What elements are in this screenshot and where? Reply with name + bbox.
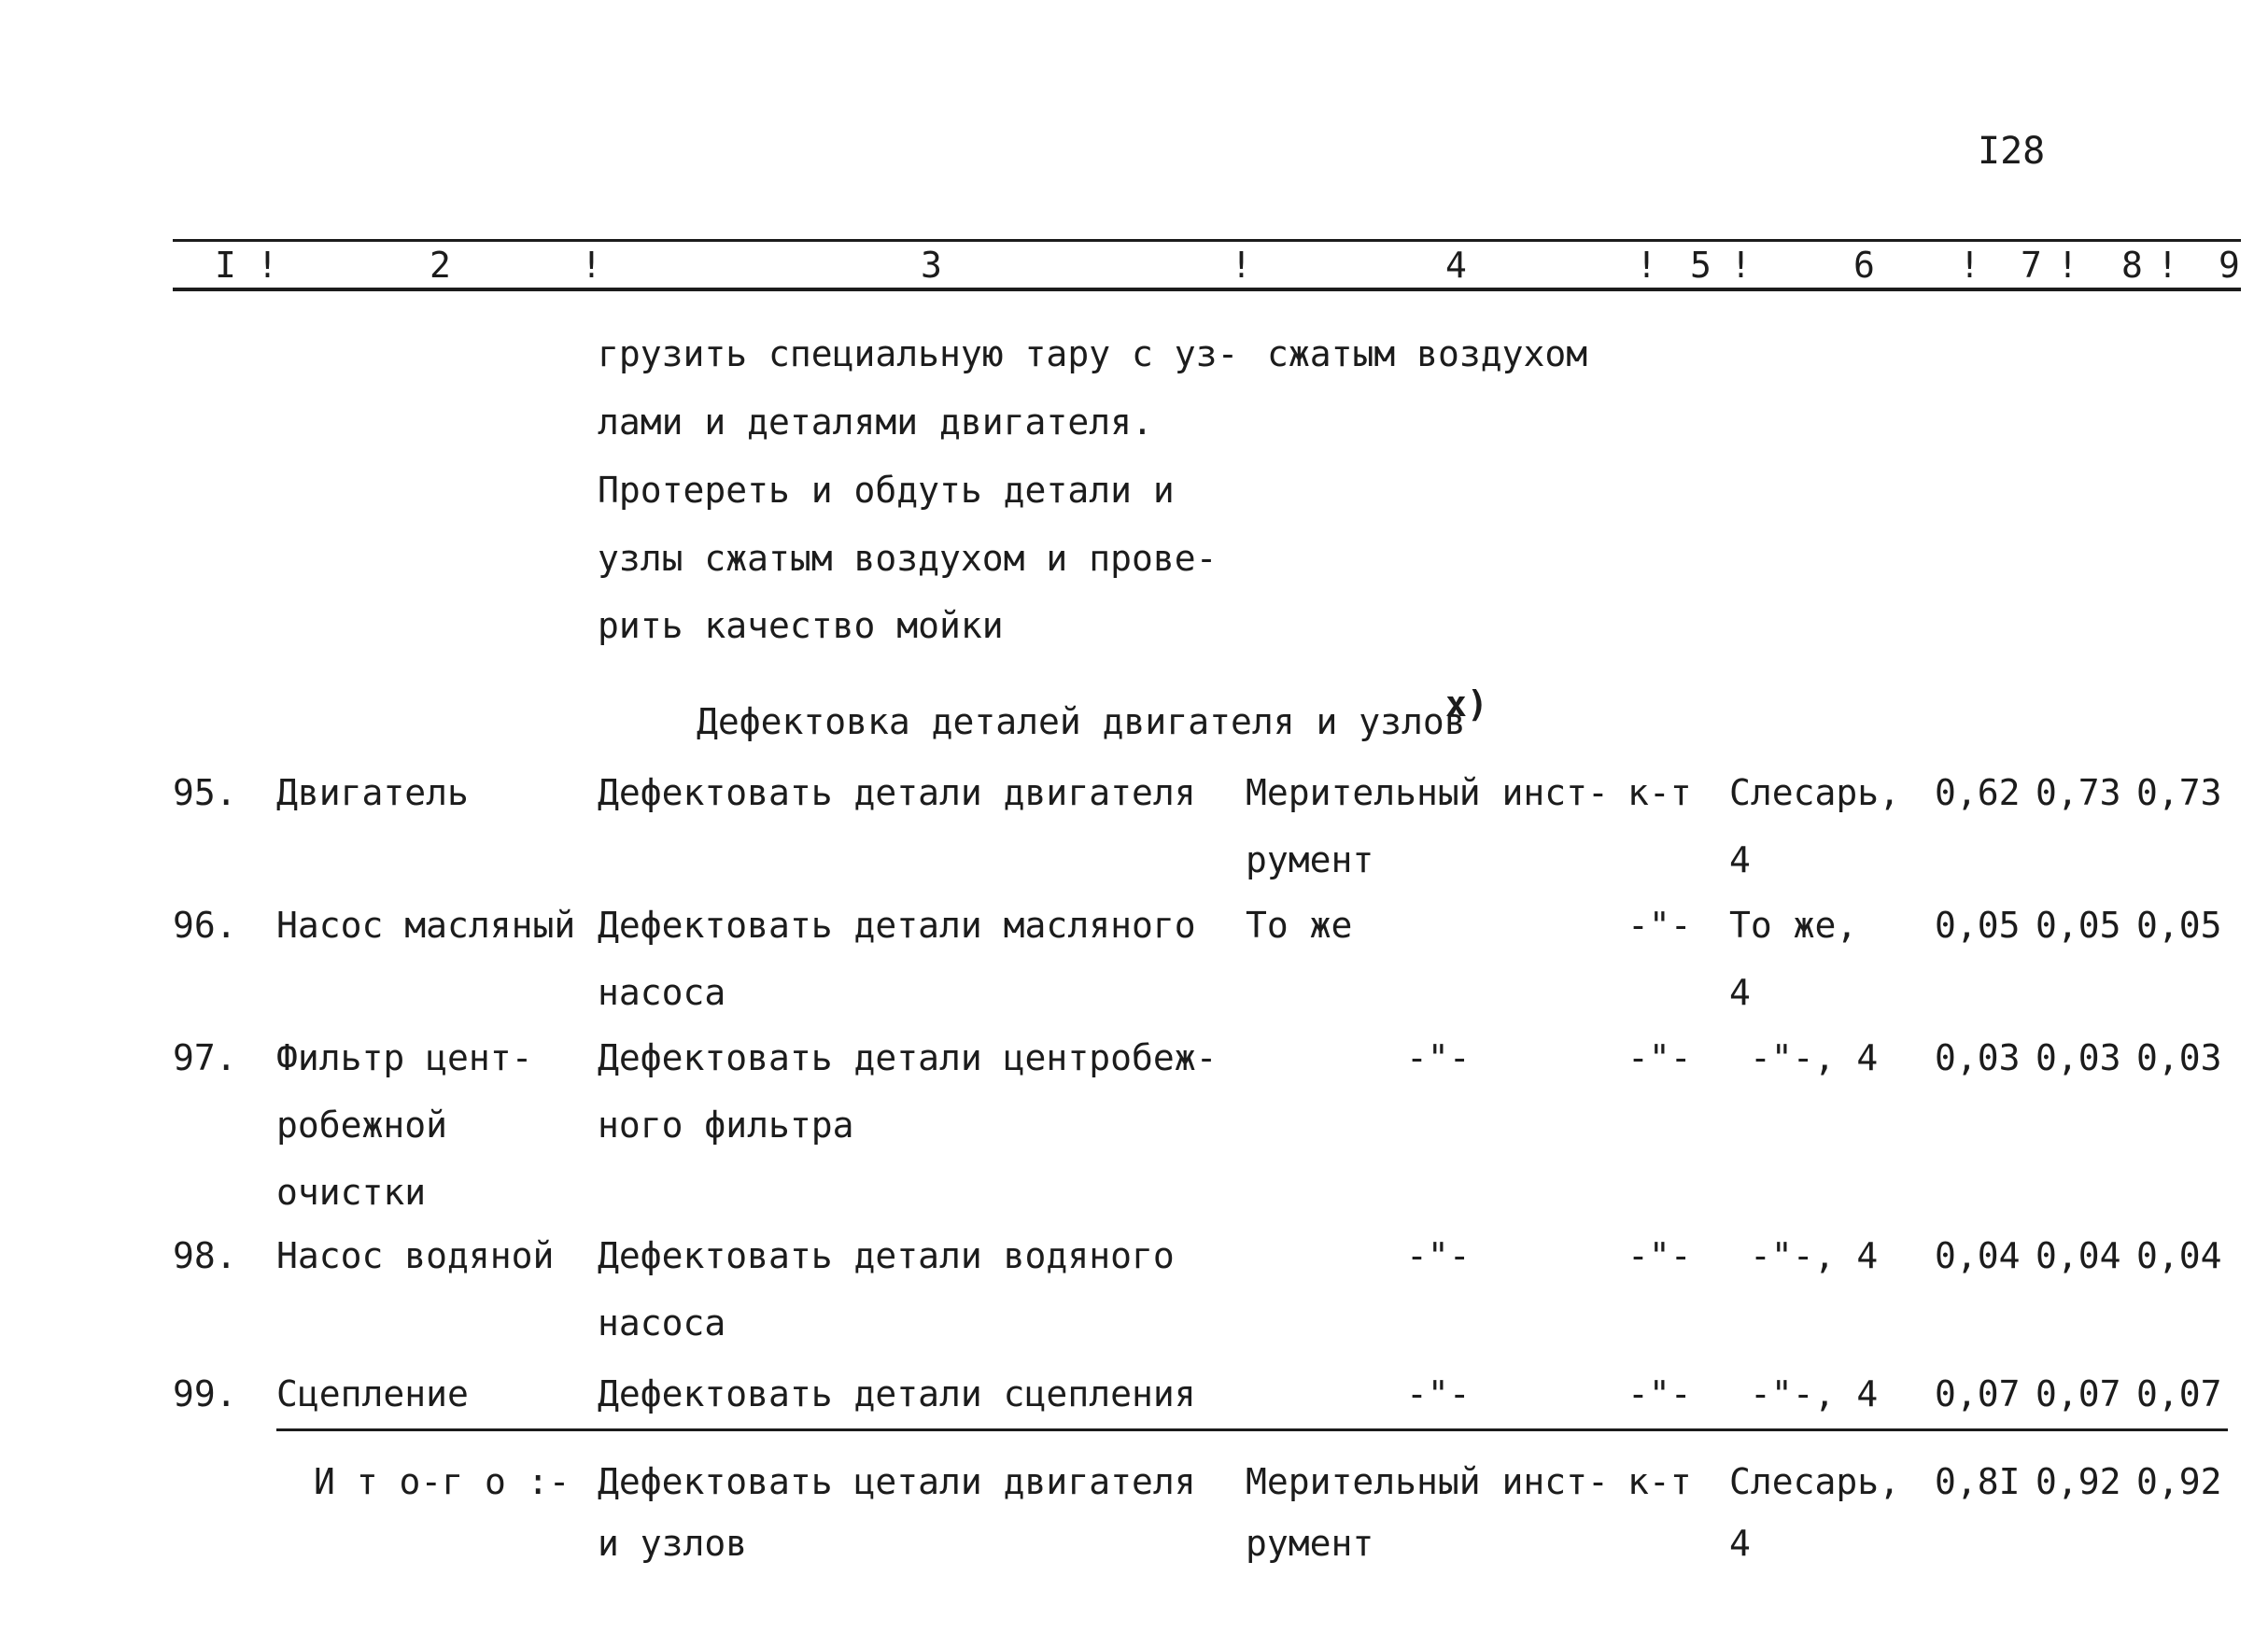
header-bottom-rule [173,288,2241,291]
row-operation: Дефектовать детали центробеж- [598,1037,1218,1078]
row-tool: -"- [1406,1235,1471,1276]
row-operation: Дефектовать детали масляного [598,905,1196,946]
row-value-7: 0,04 [1935,1235,2021,1276]
row-name: Двигатель [276,772,469,813]
total-tool: Мерительный инст- [1246,1461,1609,1502]
row-value-8: 0,03 [2036,1037,2121,1078]
row-worker: -"-, 4 [1750,1373,1879,1414]
row-worker: 4 [1729,972,1751,1013]
total-unit: к-т [1627,1461,1692,1502]
row-name: Фильтр цент- [276,1037,533,1078]
total-operation: Дефектовать цетали двигателя [598,1461,1196,1502]
total-tool: румент [1246,1523,1374,1564]
page-number: I28 [1978,130,2046,173]
row-operation: ного фильтра [598,1104,854,1146]
row-operation: Дефектовать детали сцепления [598,1373,1196,1414]
row-number: 95. [173,772,237,813]
total-rule [276,1428,2228,1431]
footnote-mark: x) [1445,683,1488,725]
row-tool: Мерительный инст- [1246,772,1609,813]
total-worker: Слесарь, [1729,1461,1901,1502]
row-value-8: 0,07 [2036,1373,2121,1414]
col-header-6: 6 [1853,245,1875,286]
col-header-2: 2 [430,245,451,286]
row-number: 97. [173,1037,237,1078]
section-title: Дефектовка деталей двигателя и узлов [697,701,1466,742]
row-name: Насос водяной [276,1235,555,1276]
col-header-3: 3 [921,245,942,286]
row-value-9: 0,04 [2136,1235,2222,1276]
row-worker: -"-, 4 [1750,1037,1879,1078]
row-value-9: 0,03 [2136,1037,2222,1078]
col-separator: ! [257,245,278,286]
row-tool: То же [1246,905,1353,946]
row-value-8: 0,05 [2036,905,2121,946]
total-operation: и узлов [598,1523,748,1564]
row-name: Насос масляный [276,905,576,946]
row-value-8: 0,73 [2036,772,2121,813]
col-separator: ! [1959,245,1980,286]
row-unit: -"- [1627,1235,1692,1276]
col-separator: ! [2157,245,2178,286]
row-number: 99. [173,1373,237,1414]
row-unit: -"- [1627,905,1692,946]
row-name: очистки [276,1172,427,1213]
row-operation: Дефектовать детали двигателя [598,772,1196,813]
row-number: 98. [173,1235,237,1276]
total-worker: 4 [1729,1523,1751,1564]
row-value-8: 0,04 [2036,1235,2121,1276]
col-header-9: 9 [2219,245,2240,286]
col-separator: ! [581,245,602,286]
row-number: 96. [173,905,237,946]
row-tool: румент [1246,839,1374,880]
header-top-rule [173,239,2241,242]
row-tool: -"- [1406,1037,1471,1078]
row-name: робежной [276,1104,448,1146]
total-label: И т о-г о :- [314,1461,571,1502]
col-header-1: I [215,245,236,286]
row-value-7: 0,03 [1935,1037,2021,1078]
col-separator: ! [1636,245,1657,286]
row-operation: Дефектовать детали водяного [598,1235,1175,1276]
col-separator: ! [1730,245,1752,286]
col-header-7: 7 [2021,245,2042,286]
col-header-4: 4 [1445,245,1467,286]
col-header-5: 5 [1690,245,1712,286]
continuation-line: узлы сжатым воздухом и прове- [598,538,1218,579]
total-value-9: 0,92 [2136,1461,2222,1502]
row-value-9: 0,07 [2136,1373,2222,1414]
row-value-9: 0,05 [2136,905,2222,946]
col-header-8: 8 [2121,245,2143,286]
total-value-7: 0,8I [1935,1461,2021,1502]
row-operation: насоса [598,1302,726,1344]
row-tool: -"- [1406,1373,1471,1414]
row-value-7: 0,05 [1935,905,2021,946]
row-unit: к-т [1627,772,1692,813]
row-worker: 4 [1729,839,1751,880]
row-operation: насоса [598,972,726,1013]
continuation-line: рить качество мойки [598,605,1004,646]
row-unit: -"- [1627,1373,1692,1414]
total-value-8: 0,92 [2036,1461,2121,1502]
row-name: Сцепление [276,1373,469,1414]
continuation-line: грузить специальную тару с уз- [598,333,1239,374]
continuation-line: лами и деталями двигателя. [598,401,1153,443]
row-value-7: 0,07 [1935,1373,2021,1414]
row-value-9: 0,73 [2136,772,2222,813]
col-separator: ! [1231,245,1252,286]
row-worker: Слесарь, [1729,772,1901,813]
row-worker: То же, [1729,905,1858,946]
row-value-7: 0,62 [1935,772,2021,813]
continuation-line: Протереть и обдуть детали и [598,470,1175,511]
row-unit: -"- [1627,1037,1692,1078]
continuation-tool: сжатым воздухом [1267,333,1588,374]
row-worker: -"-, 4 [1750,1235,1879,1276]
col-separator: ! [2057,245,2078,286]
